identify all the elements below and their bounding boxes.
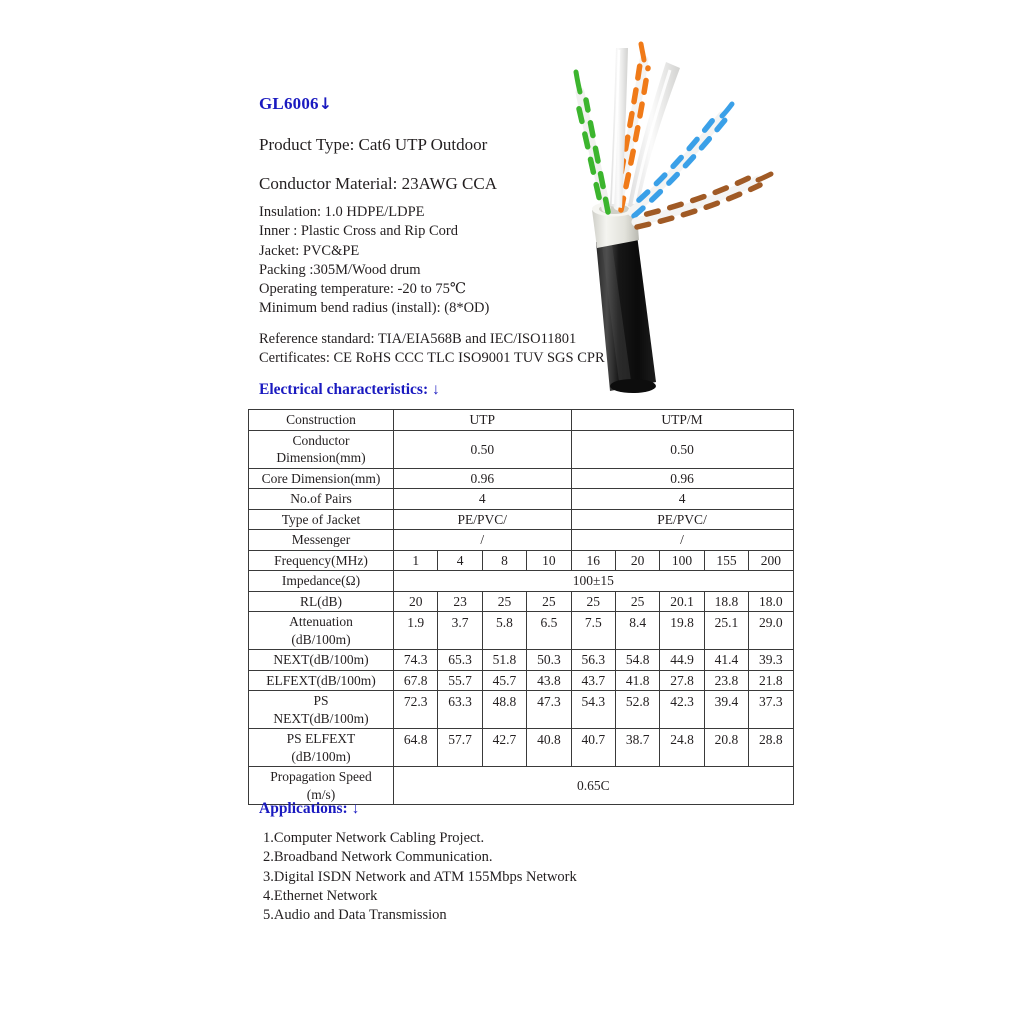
spec-inner: Inner : Plastic Cross and Rip Cord <box>259 223 458 240</box>
list-item: 2.Broadband Network Communication. <box>263 849 493 866</box>
cell-attenuation: 19.8 <box>660 612 704 650</box>
cell-next: 44.9 <box>660 650 704 671</box>
electrical-characteristics-table <box>248 409 794 805</box>
cell-attenuation: 7.5 <box>571 612 615 650</box>
table-row-elfext <box>249 670 794 691</box>
cell-ps-elfext: 40.7 <box>571 729 615 767</box>
reference-block <box>259 330 605 369</box>
cell-frequency: 10 <box>527 550 571 571</box>
row-label-attenuation-line2: (dB/100m) <box>291 631 351 647</box>
cell-elfext: 43.7 <box>571 670 615 691</box>
table-row <box>249 530 794 551</box>
cell-ps-next: 42.3 <box>660 691 704 729</box>
row-label-impedance: Impedance(Ω) <box>249 571 394 592</box>
cell-attenuation: 1.9 <box>394 612 438 650</box>
row-label-attenuation-line1: Attenuation <box>289 614 353 629</box>
cell-attenuation: 29.0 <box>749 612 793 650</box>
cell-ps-next: 39.4 <box>704 691 748 729</box>
cell-attenuation: 25.1 <box>704 612 748 650</box>
cell-value-utp: 0.96 <box>394 468 572 489</box>
cell-attenuation: 8.4 <box>615 612 659 650</box>
table-row-propagation-speed <box>249 767 794 805</box>
applications-list <box>263 829 577 925</box>
cell-elfext: 55.7 <box>438 670 482 691</box>
cell-value-utp: 0.50 <box>394 430 572 468</box>
table-row-rl <box>249 591 794 612</box>
cell-ps-elfext: 28.8 <box>749 729 793 767</box>
electrical-characteristics-heading: Electrical characteristics: ↓ <box>259 381 440 398</box>
cell-rl: 20 <box>394 591 438 612</box>
cell-ps-elfext: 38.7 <box>615 729 659 767</box>
spec-jacket: Jacket: PVC&PE <box>259 242 360 259</box>
cell-value-utp: 4 <box>394 489 572 510</box>
cell-frequency: 16 <box>571 550 615 571</box>
conductor-material-line: Conductor Material: 23AWG CCA <box>259 174 498 193</box>
cell-next: 65.3 <box>438 650 482 671</box>
cell-value-utpm: 4 <box>571 489 793 510</box>
cell-rl: 18.0 <box>749 591 793 612</box>
down-arrow-icon: ↓ <box>318 94 333 113</box>
cell-frequency: 1 <box>394 550 438 571</box>
cell-ps-elfext: 57.7 <box>438 729 482 767</box>
cell-next: 39.3 <box>749 650 793 671</box>
cell-frequency: 155 <box>704 550 748 571</box>
cell-value-utpm: 0.50 <box>571 430 793 468</box>
cell-value-utpm: / <box>571 530 793 551</box>
cell-ps-next: 54.3 <box>571 691 615 729</box>
cell-ps-next: 48.8 <box>482 691 526 729</box>
applications-heading: Applications: ↓ <box>259 800 360 817</box>
cell-frequency: 20 <box>615 550 659 571</box>
cell-construction-utpm: UTP/M <box>571 410 793 431</box>
cell-attenuation: 6.5 <box>527 612 571 650</box>
certificates: Certificates: CE RoHS CCC TLC ISO9001 TUV SGS CPR <box>259 350 605 367</box>
cell-rl: 23 <box>438 591 482 612</box>
cell-frequency: 200 <box>749 550 793 571</box>
table-row-ps-next <box>249 691 794 729</box>
cell-elfext: 23.8 <box>704 670 748 691</box>
table-row-impedance <box>249 571 794 592</box>
cell-rl: 18.8 <box>704 591 748 612</box>
cell-next: 54.8 <box>615 650 659 671</box>
cell-elfext: 27.8 <box>660 670 704 691</box>
cell-ps-elfext: 20.8 <box>704 729 748 767</box>
row-label-ps-next-line1: PS <box>313 693 329 708</box>
row-label-attenuation <box>249 612 394 650</box>
cell-elfext: 21.8 <box>749 670 793 691</box>
cell-construction-utp: UTP <box>394 410 572 431</box>
product-type-line: Product Type: Cat6 UTP Outdoor <box>259 135 488 154</box>
cell-frequency: 8 <box>482 550 526 571</box>
cell-propagation-value: 0.65C <box>394 767 794 805</box>
cell-elfext: 45.7 <box>482 670 526 691</box>
cell-rl: 25 <box>571 591 615 612</box>
cell-frequency: 100 <box>660 550 704 571</box>
table-row <box>249 468 794 489</box>
cell-frequency: 4 <box>438 550 482 571</box>
list-item: 4.Ethernet Network <box>263 887 378 904</box>
cell-next: 50.3 <box>527 650 571 671</box>
cell-ps-elfext: 42.7 <box>482 729 526 767</box>
row-label-propagation-line1: Propagation Speed <box>270 769 372 784</box>
row-label-construction: Construction <box>249 410 394 431</box>
row-label-ps-next <box>249 691 394 729</box>
row-label-elfext: ELFEXT(dB/100m) <box>249 670 394 691</box>
cell-ps-next: 63.3 <box>438 691 482 729</box>
cell-attenuation: 5.8 <box>482 612 526 650</box>
cell-next: 56.3 <box>571 650 615 671</box>
cell-value-utpm: PE/PVC/ <box>571 509 793 530</box>
model-number: GL6006 <box>259 94 319 113</box>
cell-rl: 25 <box>527 591 571 612</box>
table-row <box>249 430 794 468</box>
table-row-next <box>249 650 794 671</box>
cell-ps-elfext: 24.8 <box>660 729 704 767</box>
cell-rl: 25 <box>615 591 659 612</box>
cell-elfext: 43.8 <box>527 670 571 691</box>
spec-bend-radius: Minimum bend radius (install): (8*OD) <box>259 300 490 317</box>
row-label-propagation-speed <box>249 767 394 805</box>
row-label-ps-elfext-line2: (dB/100m) <box>291 748 351 764</box>
cell-value-utp: / <box>394 530 572 551</box>
cell-ps-elfext: 64.8 <box>394 729 438 767</box>
row-label-propagation-line2: (m/s) <box>306 786 336 802</box>
list-item: 5.Audio and Data Transmission <box>263 907 447 924</box>
list-item: 3.Digital ISDN Network and ATM 155Mbps Network <box>263 868 577 885</box>
table-row-ps-elfext <box>249 729 794 767</box>
row-label-core-dimension: Core Dimension(mm) <box>249 468 394 489</box>
cell-elfext: 41.8 <box>615 670 659 691</box>
cell-ps-next: 47.3 <box>527 691 571 729</box>
cell-rl: 25 <box>482 591 526 612</box>
row-label-next: NEXT(dB/100m) <box>249 650 394 671</box>
row-label-conductor-dimension: Conductor Dimension(mm) <box>249 430 394 468</box>
cell-attenuation: 3.7 <box>438 612 482 650</box>
row-label-messenger: Messenger <box>249 530 394 551</box>
table-row-attenuation <box>249 612 794 650</box>
cell-value-utpm: 0.96 <box>571 468 793 489</box>
cell-ps-next: 72.3 <box>394 691 438 729</box>
table-row <box>249 489 794 510</box>
cable-outer-jacket <box>596 235 656 393</box>
row-label-no-of-pairs: No.of Pairs <box>249 489 394 510</box>
spec-operating-temperature: Operating temperature: -20 to 75℃ <box>259 281 467 298</box>
table-row <box>249 509 794 530</box>
cell-ps-elfext: 40.8 <box>527 729 571 767</box>
row-label-type-of-jacket: Type of Jacket <box>249 509 394 530</box>
cell-impedance-value: 100±15 <box>394 571 794 592</box>
cell-ps-next: 37.3 <box>749 691 793 729</box>
row-label-frequency: Frequency(MHz) <box>249 550 394 571</box>
twisted-pair-green <box>576 72 608 212</box>
cell-next: 51.8 <box>482 650 526 671</box>
reference-standard: Reference standard: TIA/EIA568B and IEC/ISO11801 <box>259 331 577 347</box>
cell-next: 41.4 <box>704 650 748 671</box>
cell-rl: 20.1 <box>660 591 704 612</box>
row-label-ps-elfext-line1: PS ELFEXT <box>286 731 356 746</box>
row-label-ps-next-line2: NEXT(dB/100m) <box>273 710 369 726</box>
cell-elfext: 67.8 <box>394 670 438 691</box>
page-title <box>259 94 332 114</box>
spec-packing: Packing :305M/Wood drum <box>259 261 421 278</box>
cell-ps-next: 52.8 <box>615 691 659 729</box>
specification-list <box>259 203 489 319</box>
table-row-frequency <box>249 550 794 571</box>
row-label-ps-elfext <box>249 729 394 767</box>
list-item: 1.Computer Network Cabling Project. <box>263 830 485 846</box>
cell-value-utp: PE/PVC/ <box>394 509 572 530</box>
spec-insulation: Insulation: 1.0 HDPE/LDPE <box>259 204 425 220</box>
table-row-construction <box>249 410 794 431</box>
cell-next: 74.3 <box>394 650 438 671</box>
row-label-rl: RL(dB) <box>249 591 394 612</box>
